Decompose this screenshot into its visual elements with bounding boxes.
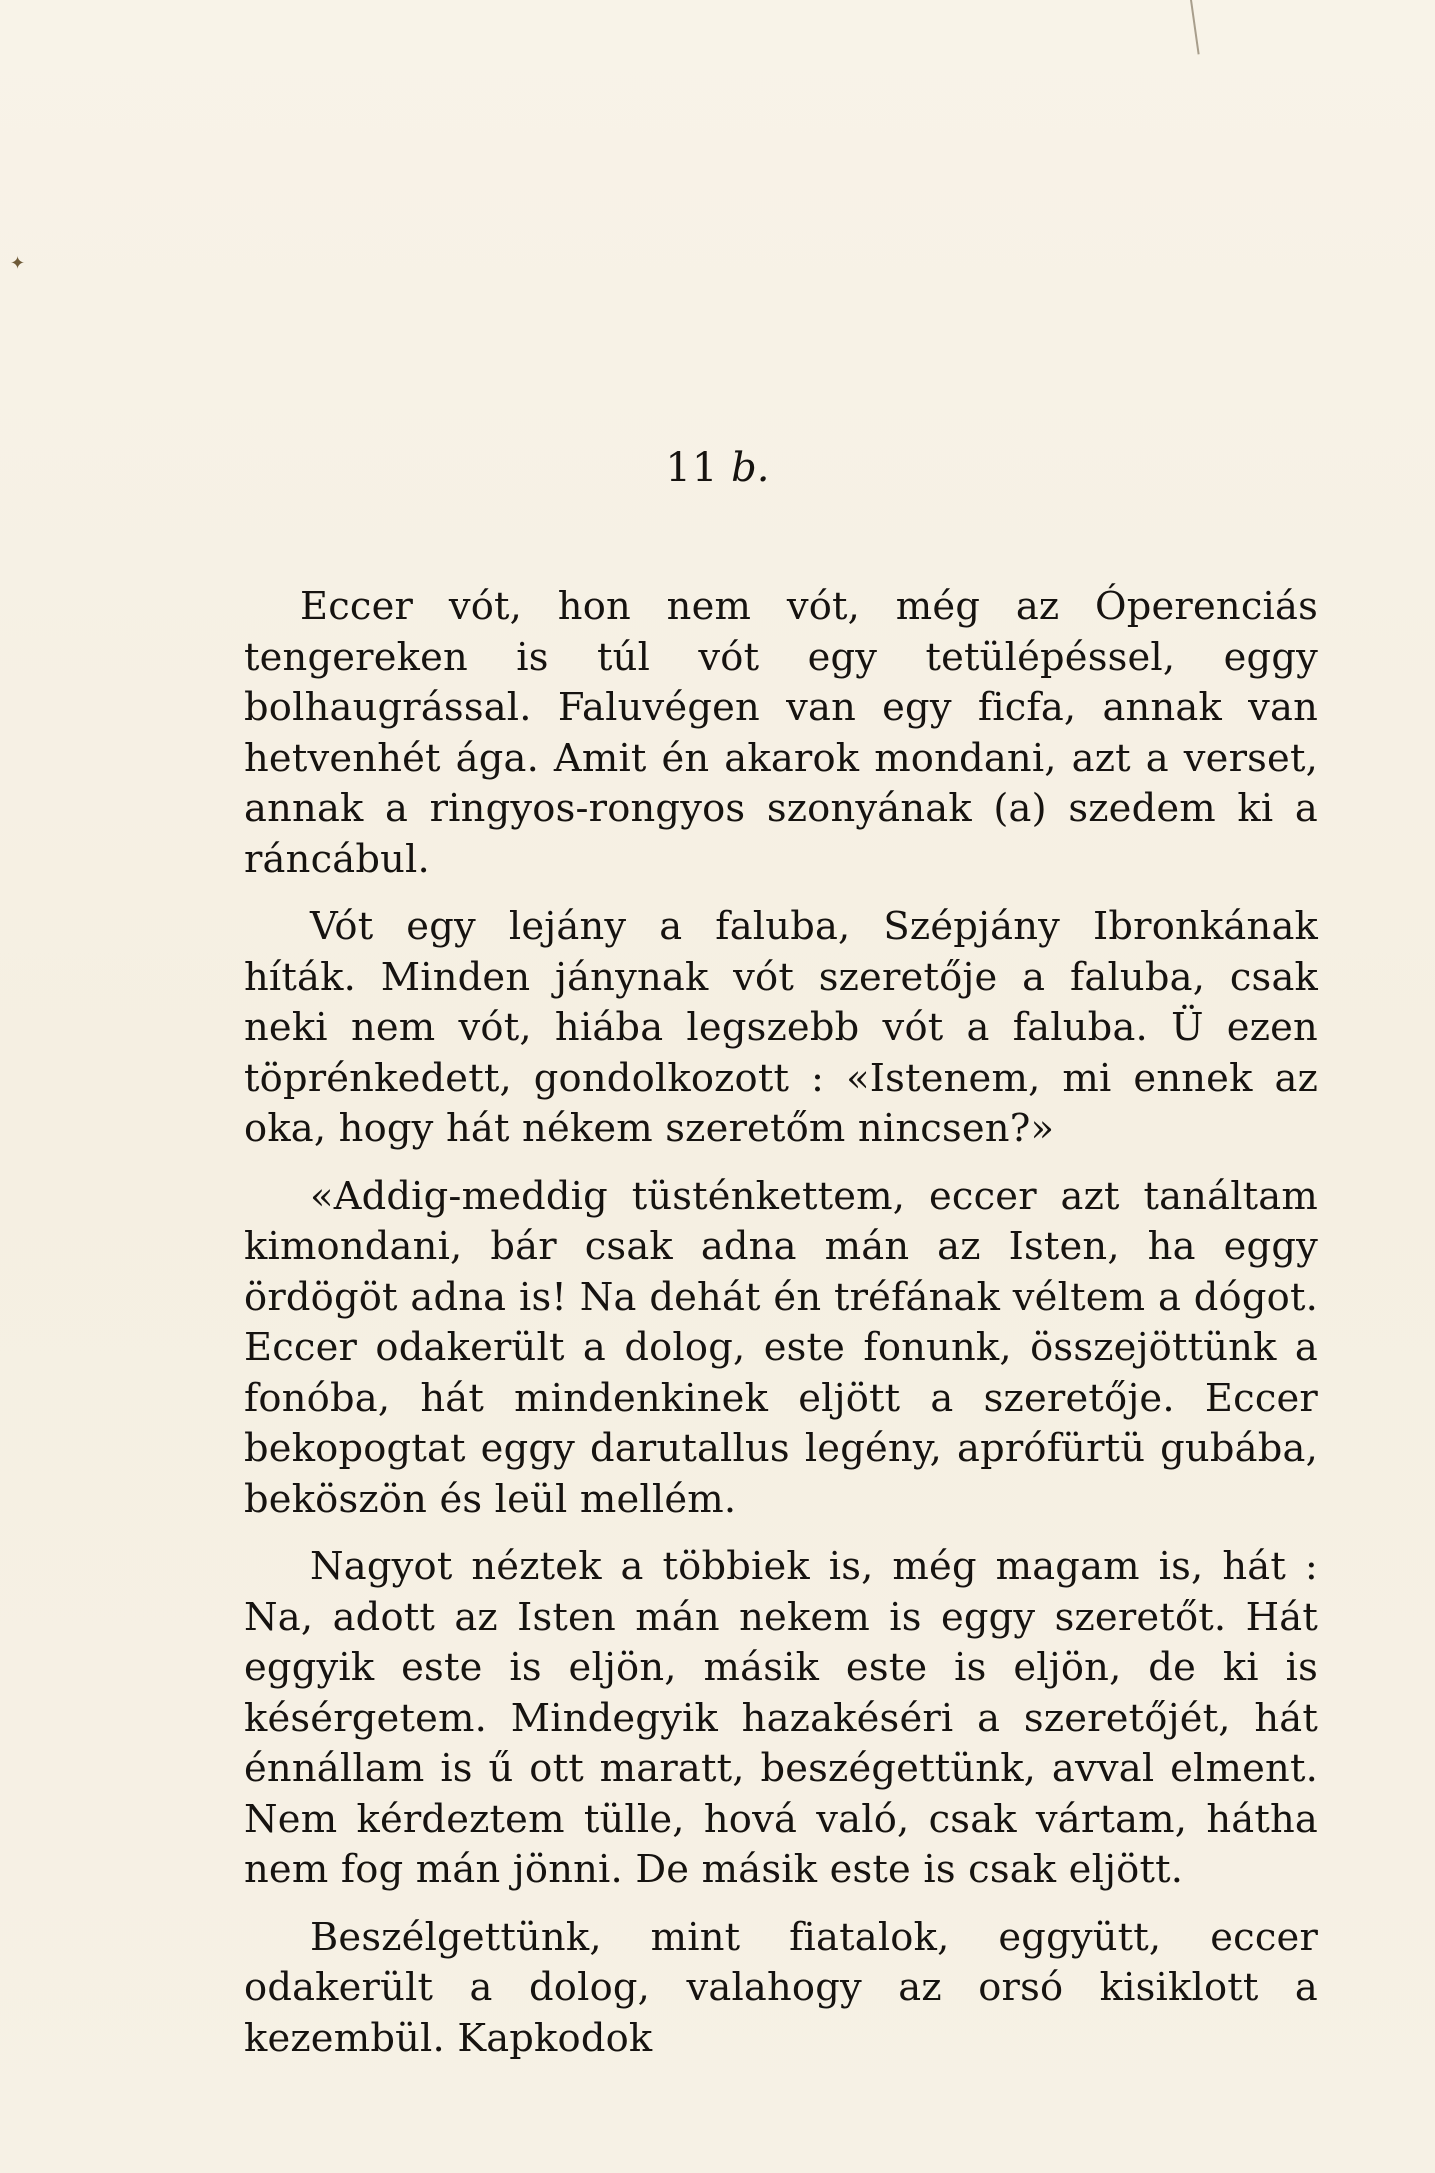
heading-number: 11 [665, 445, 719, 491]
margin-speck: ✦ [10, 253, 26, 274]
page-heading [0, 445, 1435, 491]
heading-letter: b. [731, 445, 770, 491]
story-text [244, 582, 1318, 2081]
paragraph: Vót egy lejány a faluba, Szépjány Ibronkának híták. Minden jánynak vót szeretője a faluba, csak neki nem vót, hiába legszebb vót a faluba. Ü ezen töprénkedett, gondolkozott : «Istenem, mi ennek az oka, hogy hát nékem szeretőm nincsen?» [244, 904, 1318, 1151]
paragraph: «Addig-meddig tüsténkettem, eccer azt tanáltam kimondani, bár csak adna mán az Isten, ha eggy ördögöt adna is! Na dehát én tréfának véltem a dógot. Eccer odakerült a dolog, este fonunk, összejöttünk a fonóba, hát mindenkinek eljött a szeretője. Eccer bekopogtat eggy darutallus legény, aprófürtü gubába, beköszön és leül mellém. [244, 1173, 1318, 1522]
paragraph: Beszélgettünk, mint fiatalok, eggyütt, eccer odakerült a dolog, valahogy az orsó kisiklott a kezembül. Kapkodok [244, 1914, 1318, 2061]
page-fold-line [1190, 0, 1200, 54]
paragraph: Eccer vót, hon nem vót, még az Óperenciás tengereken is túl vót egy tetülépéssel, eggy bolhaugrással. Faluvégen van egy ficfa, annak van hetvenhét ága. Amit én akarok mondani, azt a verset, annak a ringyos-rongyos szonyának (a) szedem ki a ráncábul. [244, 584, 1318, 882]
paragraph: Nagyot néztek a többiek is, még magam is, hát : Na, adott az Isten mán nekem is eggy szeretőt. Hát eggyik este is eljön, másik este is eljön, de ki is késérgetem. Mindegyik hazakéséri a szeretőjét, hát énnállam is ű ott maratt, beszégettünk, avval elment. Nem kérdeztem tülle, hová való, csak vártam, hátha nem fog mán jönni. De másik este is csak eljött. [244, 1544, 1318, 1892]
